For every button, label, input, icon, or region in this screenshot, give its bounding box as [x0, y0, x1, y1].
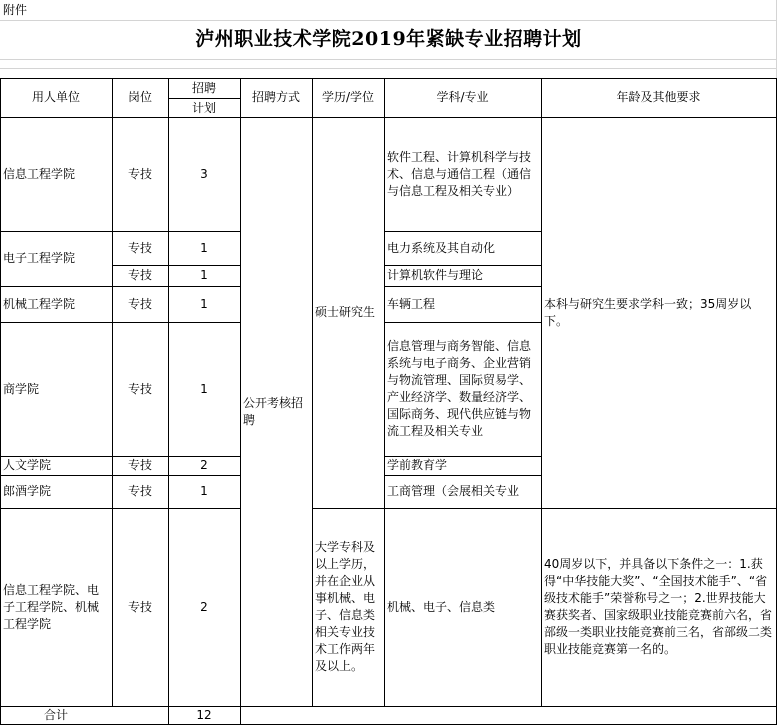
header-post: 岗位 — [127, 90, 152, 104]
table-border — [312, 78, 313, 706]
header-count-line1: 招聘 — [191, 81, 216, 95]
table-border — [384, 286, 541, 287]
degree-cell-upper: 硕士研究生 — [315, 305, 376, 319]
method-cell: 公开考核招聘 — [243, 395, 304, 427]
table-border — [312, 508, 777, 509]
count-cell: 2 — [200, 599, 208, 614]
table-border — [0, 78, 777, 79]
table-border — [112, 265, 240, 266]
page-title: 泸州职业技术学院2019年紧缺专业招聘计划 — [195, 28, 582, 50]
table-border — [0, 706, 777, 707]
header-count-line2: 计划 — [191, 100, 216, 115]
unit-cell: 郎酒学院 — [3, 484, 52, 498]
header-requirement: 年龄及其他要求 — [616, 90, 701, 104]
table-border — [384, 78, 385, 706]
header-major: 学科/专业 — [436, 90, 489, 104]
requirement-cell-upper: 本科与研究生要求学科一致；35周岁以下。 — [544, 296, 752, 328]
unit-cell: 电子工程学院 — [3, 251, 76, 265]
table-border — [541, 78, 542, 706]
table-border — [384, 265, 541, 266]
requirement-cell-lower: 40周岁以下，并具备以下条件之一：1.获得“中华技能大奖”、“全国技术能手”、“省级技术能手”荣誉称号之一；2.世界技能大赛获奖者、国家级职业技能竞赛前六名，省部级一类职业技能竞赛前三名，省部级二类职业技能竞赛第一名的。 — [544, 557, 773, 656]
unit-cell: 信息工程学院 — [3, 166, 76, 181]
count-cell: 1 — [200, 240, 208, 255]
table-border — [0, 322, 240, 323]
table-border — [384, 322, 541, 323]
major-cell: 机械、电子、信息类 — [387, 599, 496, 614]
total-label: 合计 — [43, 708, 68, 722]
table-border — [0, 508, 240, 509]
post-cell: 专技 — [127, 166, 152, 181]
count-cell: 1 — [200, 268, 208, 282]
post-cell: 专技 — [127, 484, 152, 498]
major-cell: 车辆工程 — [387, 296, 436, 311]
total-value: 12 — [196, 708, 212, 722]
table-border — [0, 475, 240, 476]
major-cell: 信息管理与商务智能、信息系统与电子商务、企业营销与物流管理、国际贸易学、产业经济学、数量经济学、国际商务、现代供应链与物流工程及相关专业 — [387, 339, 532, 438]
header-degree: 学历/学位 — [321, 90, 375, 104]
major-cell: 学前教育学 — [387, 458, 448, 472]
gridline — [0, 68, 777, 69]
post-cell: 专技 — [127, 381, 152, 396]
unit-cell: 机械工程学院 — [3, 296, 76, 311]
table-border — [0, 456, 240, 457]
major-cell: 计算机软件与理论 — [387, 268, 484, 282]
count-cell: 3 — [200, 166, 208, 181]
unit-cell: 人文学院 — [3, 458, 52, 472]
table-border — [0, 286, 240, 287]
count-cell: 1 — [200, 296, 208, 311]
post-cell: 专技 — [127, 268, 152, 282]
degree-cell-lower: 大学专科及以上学历，并在企业从事机械、电子、信息类相关专业技术工作两年及以上。 — [315, 540, 376, 673]
count-cell: 1 — [200, 484, 208, 498]
major-cell: 工商管理（会展相关专业 — [387, 484, 520, 498]
post-cell: 专技 — [127, 458, 152, 472]
header-method: 招聘方式 — [251, 90, 300, 104]
table-border — [168, 78, 169, 725]
table-border — [0, 78, 1, 725]
post-cell: 专技 — [127, 296, 152, 311]
table-border — [168, 98, 240, 99]
post-cell: 专技 — [127, 599, 152, 614]
major-cell: 软件工程、计算机科学与技术、信息与通信工程（通信与信息工程及相关专业） — [387, 149, 532, 198]
table-border — [240, 78, 241, 725]
major-cell: 电力系统及其自动化 — [387, 240, 496, 255]
count-cell: 2 — [200, 458, 208, 472]
table-border — [384, 231, 541, 232]
unit-cell: 信息工程学院、电子工程学院、机械工程学院 — [3, 582, 100, 631]
table-border — [112, 78, 113, 706]
unit-cell: 商学院 — [3, 381, 40, 396]
gridline — [0, 59, 777, 60]
table-border — [0, 117, 777, 118]
count-cell: 1 — [200, 381, 208, 396]
header-unit: 用人单位 — [31, 90, 80, 104]
table-border — [0, 231, 240, 232]
attachment-label: 附件 — [3, 2, 28, 17]
table-border — [384, 475, 541, 476]
table-border — [384, 456, 541, 457]
post-cell: 专技 — [127, 240, 152, 255]
